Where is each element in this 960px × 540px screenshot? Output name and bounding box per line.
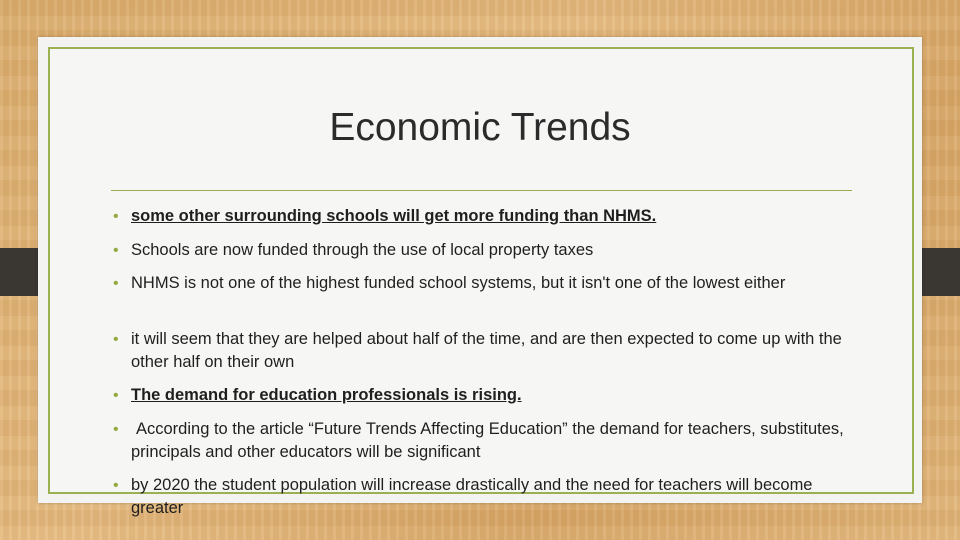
- bullet-text: Schools are now funded through the use of local property taxes: [131, 241, 594, 259]
- bullet-text: NHMS is not one of the highest funded school systems, but it isn't one of the lowest either: [131, 274, 786, 292]
- bullet-dot-icon: •: [113, 477, 119, 494]
- bullet-item: [113, 418, 853, 464]
- slide-title: Economic Trends: [329, 106, 631, 149]
- bullet-text: The demand for education professionals is rising.: [131, 386, 522, 404]
- bullet-dot-icon: •: [113, 387, 119, 404]
- bullet-text: some other surrounding schools will get more funding than NHMS.: [131, 207, 657, 225]
- bullet-dot-icon: •: [113, 421, 119, 438]
- bullet-text: it will seem that they are helped about half of the time, and are then expected to come up with the other half on their own: [131, 330, 842, 371]
- bullet-dot-icon: •: [113, 208, 119, 225]
- bullet-text: by 2020 the student population will increase drastically and the need for teachers will become greater: [131, 476, 813, 517]
- bullet-item: [113, 272, 853, 295]
- bullet-text: According to the article “Future Trends Affecting Education” the demand for teachers, substitutes, principals and other educators will be significant: [131, 420, 844, 461]
- bullet-item: [113, 328, 853, 374]
- bullet-item: [113, 474, 853, 520]
- bullet-item: [113, 205, 853, 228]
- bullet-item: [113, 239, 853, 262]
- bullet-dot-icon: •: [113, 242, 119, 259]
- bullet-item: [113, 384, 853, 407]
- bullet-dot-icon: •: [113, 275, 119, 292]
- bullet-dot-icon: •: [113, 331, 119, 348]
